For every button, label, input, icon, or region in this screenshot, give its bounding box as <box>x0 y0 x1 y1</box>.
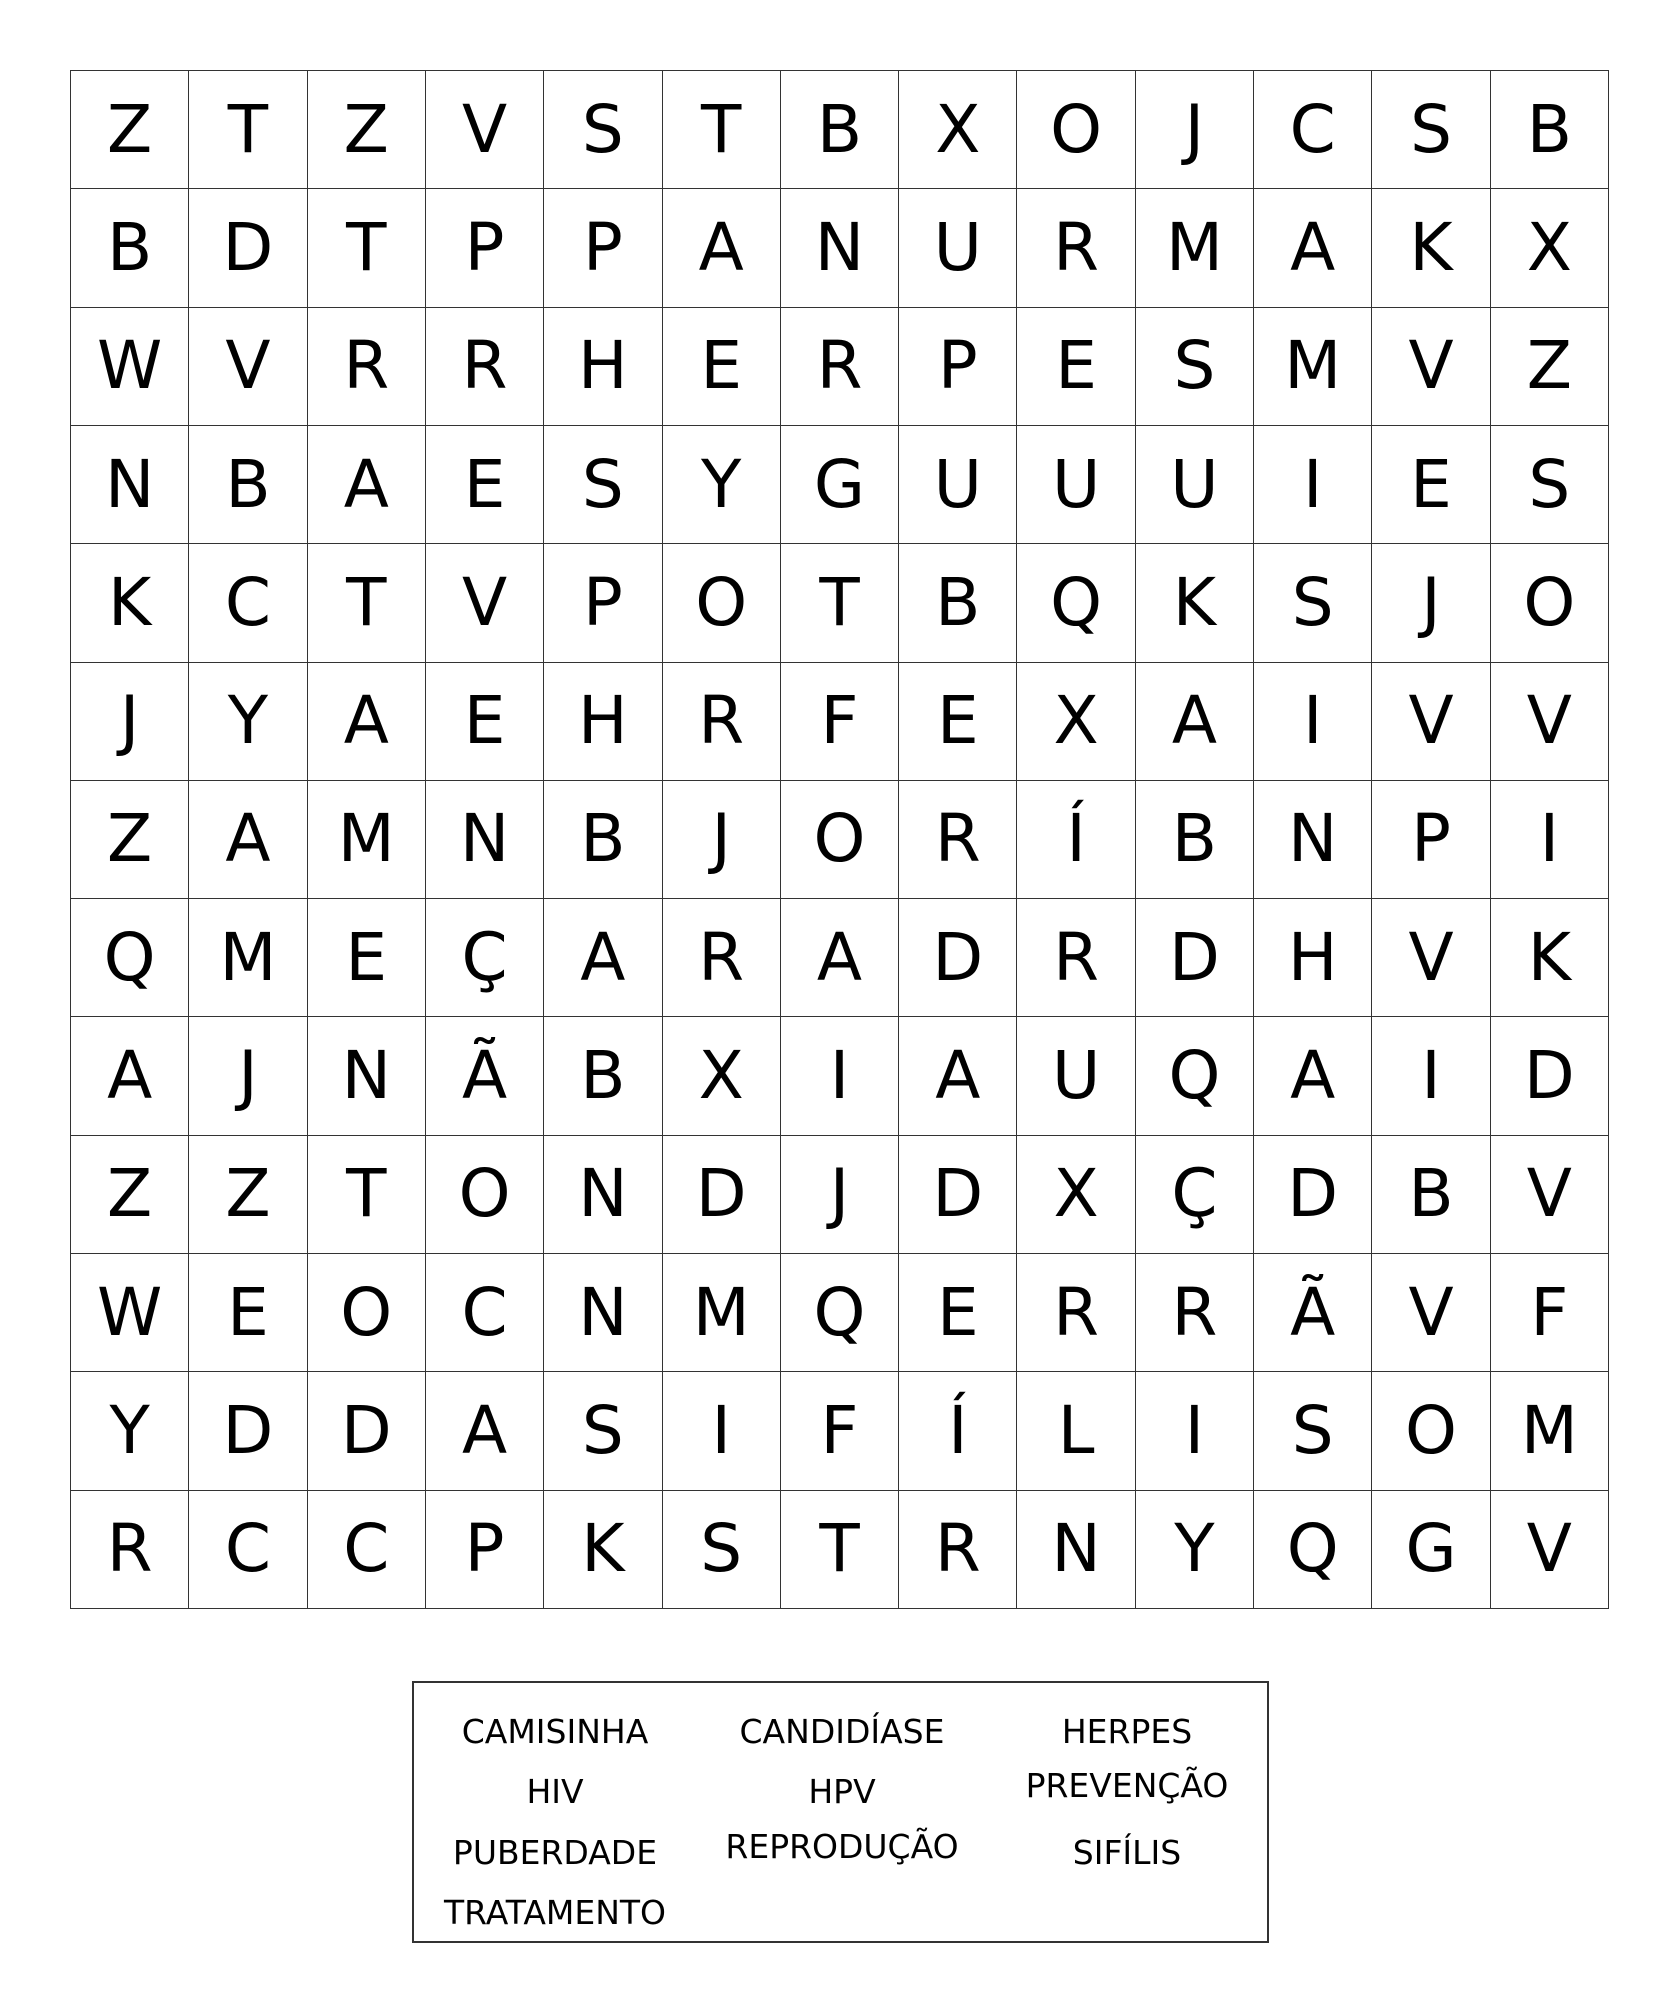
grid-cell[interactable]: N <box>426 781 544 899</box>
grid-cell[interactable]: T <box>189 71 307 189</box>
grid-cell[interactable]: V <box>1491 663 1609 781</box>
grid-cell[interactable]: T <box>781 1491 899 1609</box>
grid-cell[interactable]: E <box>899 1254 1017 1372</box>
grid-cell[interactable]: O <box>1491 544 1609 662</box>
grid-cell[interactable]: A <box>308 426 426 544</box>
grid-cell[interactable]: O <box>1372 1372 1490 1490</box>
grid-cell[interactable]: Q <box>1254 1491 1372 1609</box>
grid-cell[interactable]: R <box>1017 1254 1135 1372</box>
grid-cell[interactable]: E <box>1372 426 1490 544</box>
grid-cell[interactable]: N <box>71 426 189 544</box>
grid-cell[interactable]: R <box>899 1491 1017 1609</box>
grid-cell[interactable]: H <box>1254 899 1372 1017</box>
grid-cell[interactable]: R <box>426 308 544 426</box>
letter-grid <box>70 70 1609 1609</box>
word-puberdade: PUBERDADE <box>452 1833 658 1872</box>
grid-cell[interactable]: E <box>189 1254 307 1372</box>
word-candidiase: CANDIDÍASE <box>739 1712 945 1751</box>
grid-cell[interactable]: O <box>308 1254 426 1372</box>
grid-cell[interactable]: O <box>663 544 781 662</box>
grid-cell[interactable]: D <box>189 1372 307 1490</box>
grid-cell[interactable]: V <box>426 544 544 662</box>
grid-cell[interactable]: A <box>1136 663 1254 781</box>
grid-cell[interactable]: H <box>544 663 662 781</box>
grid-cell[interactable]: I <box>781 1017 899 1135</box>
grid-cell[interactable]: T <box>308 1136 426 1254</box>
grid-cell[interactable]: S <box>1136 308 1254 426</box>
grid-cell[interactable]: V <box>189 308 307 426</box>
grid-cell[interactable]: I <box>1136 1372 1254 1490</box>
grid-cell[interactable]: Z <box>189 1136 307 1254</box>
grid-cell[interactable]: B <box>899 544 1017 662</box>
grid-cell[interactable]: H <box>544 308 662 426</box>
grid-cell[interactable]: V <box>426 71 544 189</box>
grid-cell[interactable]: S <box>1254 544 1372 662</box>
grid-cell[interactable]: R <box>663 663 781 781</box>
grid-cell[interactable]: S <box>544 426 662 544</box>
grid-cell[interactable]: M <box>1491 1372 1609 1490</box>
grid-cell[interactable]: D <box>1491 1017 1609 1135</box>
grid-cell[interactable]: U <box>1136 426 1254 544</box>
grid-cell[interactable]: R <box>1136 1254 1254 1372</box>
grid-cell[interactable]: T <box>308 544 426 662</box>
word-list-box <box>412 1681 1269 1943</box>
grid-cell[interactable]: Í <box>1017 781 1135 899</box>
grid-cell[interactable]: U <box>1017 1017 1135 1135</box>
grid-cell[interactable]: Z <box>71 1136 189 1254</box>
grid-cell[interactable]: M <box>308 781 426 899</box>
grid-cell[interactable]: X <box>1017 663 1135 781</box>
grid-cell[interactable]: I <box>1254 663 1372 781</box>
grid-cell[interactable]: N <box>781 189 899 307</box>
grid-cell[interactable]: R <box>308 308 426 426</box>
grid-cell[interactable]: R <box>1017 899 1135 1017</box>
grid-cell[interactable]: V <box>1372 899 1490 1017</box>
grid-cell[interactable]: E <box>1017 308 1135 426</box>
word-hiv: HIV <box>526 1772 584 1811</box>
grid-cell[interactable]: A <box>663 189 781 307</box>
grid-cell[interactable]: I <box>1491 781 1609 899</box>
grid-cell[interactable]: B <box>1372 1136 1490 1254</box>
grid-cell[interactable]: O <box>1017 71 1135 189</box>
grid-cell[interactable]: C <box>426 1254 544 1372</box>
grid-cell[interactable]: V <box>1491 1491 1609 1609</box>
grid-cell[interactable]: S <box>1372 71 1490 189</box>
grid-cell[interactable]: Q <box>781 1254 899 1372</box>
grid-cell[interactable]: K <box>1136 544 1254 662</box>
word-tratamento: TRATAMENTO <box>443 1893 667 1932</box>
grid-cell[interactable]: A <box>426 1372 544 1490</box>
grid-cell[interactable]: K <box>71 544 189 662</box>
grid-cell[interactable]: N <box>544 1254 662 1372</box>
word-reproducao: REPRODUÇÃO <box>725 1827 959 1866</box>
grid-cell[interactable]: B <box>1136 781 1254 899</box>
grid-cell[interactable]: P <box>899 308 1017 426</box>
grid-cell[interactable]: N <box>1017 1491 1135 1609</box>
grid-cell[interactable]: K <box>544 1491 662 1609</box>
grid-cell[interactable]: N <box>544 1136 662 1254</box>
grid-cell[interactable]: I <box>663 1372 781 1490</box>
grid-cell[interactable]: B <box>781 71 899 189</box>
grid-cell[interactable]: C <box>308 1491 426 1609</box>
grid-cell[interactable]: A <box>308 663 426 781</box>
grid-cell[interactable]: J <box>1372 544 1490 662</box>
grid-cell[interactable]: K <box>1491 899 1609 1017</box>
grid-cell[interactable]: N <box>1254 781 1372 899</box>
grid-cell[interactable]: S <box>663 1491 781 1609</box>
grid-cell[interactable]: A <box>899 1017 1017 1135</box>
grid-cell[interactable]: Z <box>71 71 189 189</box>
grid-cell[interactable]: P <box>1372 781 1490 899</box>
grid-cell[interactable]: T <box>308 189 426 307</box>
grid-cell[interactable]: U <box>1017 426 1135 544</box>
grid-cell[interactable]: S <box>544 71 662 189</box>
grid-cell[interactable]: W <box>71 1254 189 1372</box>
grid-cell[interactable]: A <box>781 899 899 1017</box>
word-camisinha: CAMISINHA <box>461 1712 649 1751</box>
grid-cell[interactable]: C <box>1254 71 1372 189</box>
grid-cell[interactable]: T <box>663 71 781 189</box>
grid-cell[interactable]: M <box>1136 189 1254 307</box>
grid-cell[interactable]: C <box>189 1491 307 1609</box>
grid-cell[interactable]: N <box>308 1017 426 1135</box>
grid-cell[interactable]: B <box>1491 71 1609 189</box>
grid-cell[interactable]: M <box>663 1254 781 1372</box>
grid-cell[interactable]: F <box>1491 1254 1609 1372</box>
grid-cell[interactable]: E <box>663 308 781 426</box>
grid-cell[interactable]: I <box>1254 426 1372 544</box>
grid-cell[interactable]: Y <box>663 426 781 544</box>
grid-cell[interactable]: Q <box>1017 544 1135 662</box>
grid-cell[interactable]: R <box>899 781 1017 899</box>
grid-cell[interactable]: D <box>1136 899 1254 1017</box>
grid-cell[interactable]: R <box>781 308 899 426</box>
grid-cell[interactable]: B <box>544 1017 662 1135</box>
grid-cell[interactable]: Ã <box>1254 1254 1372 1372</box>
grid-cell[interactable]: K <box>1372 189 1490 307</box>
grid-cell[interactable]: R <box>1017 189 1135 307</box>
grid-cell[interactable]: J <box>71 663 189 781</box>
grid-cell[interactable]: S <box>1254 1372 1372 1490</box>
grid-cell[interactable]: Í <box>899 1372 1017 1490</box>
grid-cell[interactable]: X <box>1017 1136 1135 1254</box>
grid-cell[interactable]: D <box>1254 1136 1372 1254</box>
grid-cell[interactable]: B <box>189 426 307 544</box>
grid-cell[interactable]: P <box>426 189 544 307</box>
grid-cell[interactable]: E <box>308 899 426 1017</box>
grid-cell[interactable]: X <box>663 1017 781 1135</box>
grid-cell[interactable]: R <box>663 899 781 1017</box>
grid-cell[interactable]: J <box>189 1017 307 1135</box>
grid-cell[interactable]: E <box>426 663 544 781</box>
grid-cell[interactable]: M <box>189 899 307 1017</box>
grid-cell[interactable]: A <box>71 1017 189 1135</box>
word-hpv: HPV <box>808 1772 876 1811</box>
grid-cell[interactable]: B <box>71 189 189 307</box>
grid-cell[interactable]: D <box>899 899 1017 1017</box>
grid-cell[interactable]: D <box>899 1136 1017 1254</box>
grid-cell[interactable]: A <box>1254 189 1372 307</box>
grid-cell[interactable]: E <box>899 663 1017 781</box>
grid-cell[interactable]: J <box>1136 71 1254 189</box>
grid-cell[interactable]: D <box>189 189 307 307</box>
grid-cell[interactable]: Z <box>71 781 189 899</box>
grid-cell[interactable]: V <box>1372 1254 1490 1372</box>
grid-cell[interactable]: V <box>1372 308 1490 426</box>
grid-cell[interactable]: O <box>781 781 899 899</box>
grid-cell[interactable]: J <box>781 1136 899 1254</box>
grid-cell[interactable]: V <box>1372 663 1490 781</box>
grid-cell[interactable]: B <box>544 781 662 899</box>
grid-cell[interactable]: Ç <box>426 899 544 1017</box>
grid-cell[interactable]: R <box>71 1491 189 1609</box>
grid-cell[interactable]: Y <box>189 663 307 781</box>
grid-cell[interactable]: Y <box>1136 1491 1254 1609</box>
grid-cell[interactable]: Q <box>71 899 189 1017</box>
grid-cell[interactable]: D <box>663 1136 781 1254</box>
grid-cell[interactable]: P <box>426 1491 544 1609</box>
grid-cell[interactable]: E <box>426 426 544 544</box>
grid-cell[interactable]: Q <box>1136 1017 1254 1135</box>
grid-cell[interactable]: G <box>781 426 899 544</box>
word-sifilis: SIFÍLIS <box>1072 1833 1182 1872</box>
grid-cell[interactable]: G <box>1372 1491 1490 1609</box>
grid-cell[interactable]: Y <box>71 1372 189 1490</box>
grid-cell[interactable]: L <box>1017 1372 1135 1490</box>
grid-cell[interactable]: V <box>1491 1136 1609 1254</box>
grid-cell[interactable]: A <box>1254 1017 1372 1135</box>
word-herpes: HERPES <box>1061 1712 1193 1751</box>
grid-cell[interactable]: A <box>544 899 662 1017</box>
grid-cell[interactable]: C <box>189 544 307 662</box>
grid-cell[interactable]: Ç <box>1136 1136 1254 1254</box>
grid-cell[interactable]: I <box>1372 1017 1490 1135</box>
grid-cell[interactable]: P <box>544 544 662 662</box>
grid-cell[interactable]: S <box>544 1372 662 1490</box>
grid-cell[interactable]: O <box>426 1136 544 1254</box>
grid-cell[interactable]: F <box>781 663 899 781</box>
grid-cell[interactable]: Z <box>1491 308 1609 426</box>
grid-cell[interactable]: F <box>781 1372 899 1490</box>
grid-cell[interactable]: U <box>899 189 1017 307</box>
grid-cell[interactable]: J <box>663 781 781 899</box>
grid-cell[interactable]: A <box>189 781 307 899</box>
word-prevencao: PREVENÇÃO <box>1025 1766 1229 1805</box>
grid-cell[interactable]: D <box>308 1372 426 1490</box>
grid-cell[interactable]: T <box>781 544 899 662</box>
grid-cell[interactable]: X <box>899 71 1017 189</box>
grid-cell[interactable]: Z <box>308 71 426 189</box>
grid-cell[interactable]: X <box>1491 189 1609 307</box>
grid-cell[interactable]: S <box>1491 426 1609 544</box>
grid-cell[interactable]: Ã <box>426 1017 544 1135</box>
grid-cell[interactable]: U <box>899 426 1017 544</box>
grid-cell[interactable]: M <box>1254 308 1372 426</box>
grid-cell[interactable]: P <box>544 189 662 307</box>
grid-cell[interactable]: W <box>71 308 189 426</box>
